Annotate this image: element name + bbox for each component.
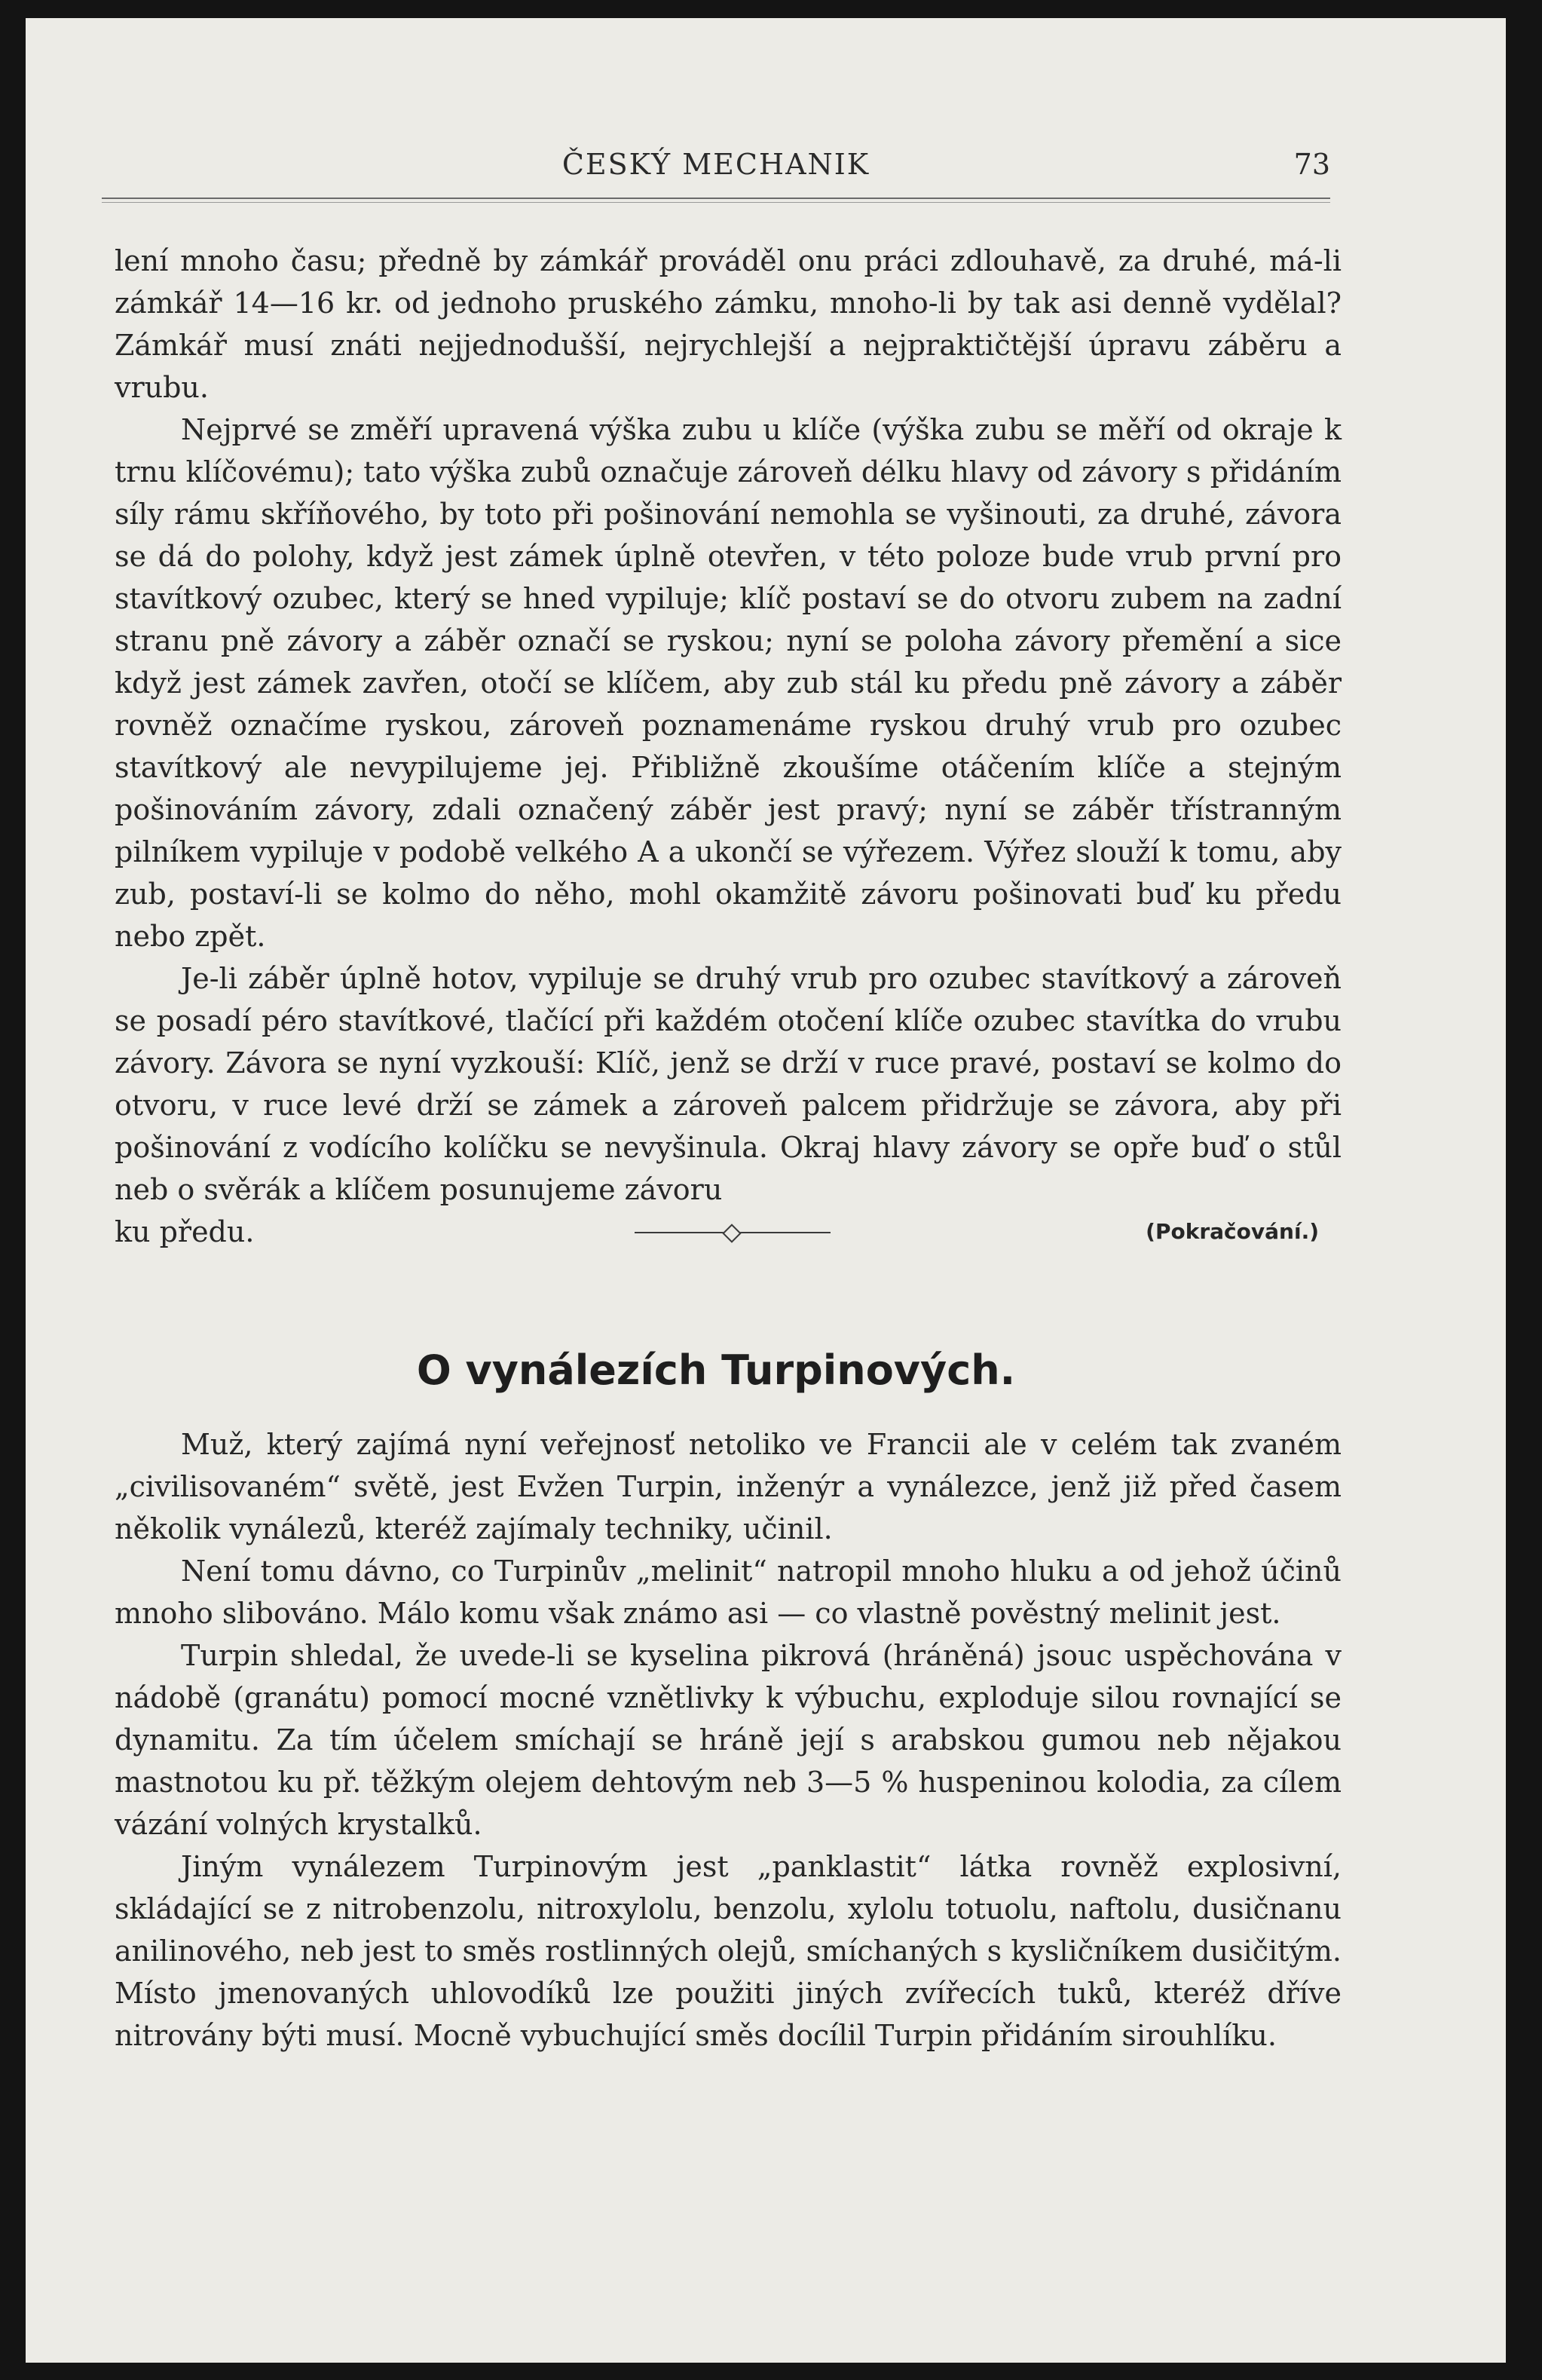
paragraph: Turpin shledal, že uvede-li se kyselina pikrová (hráněná) jsouc uspěchována v nádobě (granátu) pomocí mocné vznětlivky k výbuchu, exploduje silou rovnající se dynamitu. Za tím účelem smíchají se hráně její s arabskou gumou neb nějakou mastnotou ku př. těžkým olejem dehtovým neb 3—5 % huspeninou kolodia, za cílem vázání volných krystalků. [115,1639,1342,1841]
running-title: ČESKÝ MECHANIK [561,148,870,181]
paragraph-end: ku předu. [115,1215,255,1248]
article-body [115,1423,1342,2057]
ornament-icon [722,1224,741,1242]
page-number: 73 [1293,148,1330,181]
header-rule-thin [102,202,1330,203]
paragraph: Muž, který zajímá nyní veřejnosť netoliko ve Francii ale v celém tak zvaném „civilisovaném“ světě, jest Evžen Turpin, inženýr a vynálezce, jenž již před časem několik vynálezů, kteréž zajímaly techniky, učinil. [115,1428,1342,1545]
paragraph: Nejprvé se změří upravená výška zubu u klíče (výška zubu se měří od okraje k trnu klíčovému); tato výška zubů označuje zároveň délku hlavy od závory s přidáním síly rámu skříňového, by toto při pošinování nemohla se vyšinouti, za druhé, závora se dá do polohy, když jest zámek úplně otevřen, v této poloze bude vrub první pro stavítkový ozubec, který se hned vypiluje; klíč postaví se do otvoru zubem na zadní stranu pně závory a záběr označí se ryskou; nyní se poloha závory přemění a sice když jest zámek zavřen, otočí se klíčem, aby zub stál ku předu pně závory a záběr rovněž označíme ryskou, zároveň poznamenáme ryskou druhý vrub pro ozubec stavítkový ale nevypilujeme jej. Přibližně zkoušíme otáčením klíče a stejným pošinováním závory, zdali označený záběr jest pravý; nyní se záběr třístranným pilníkem vypiluje v podobě velkého A a ukončí se výřezem. Výřez slouží k tomu, aby zub, postaví-li se kolmo do něho, mohl okamžitě závoru pošinovati buď ku předu nebo zpět. [115,413,1342,953]
header-rule [102,198,1330,199]
paragraph: Není tomu dávno, co Turpinův „melinit“ natropil mnoho hluku a od jehož účinů mnoho slibováno. Málo komu však známo asi — co vlastně pověstný melinit jest. [115,1555,1342,1630]
paragraph: lení mnoho času; předně by zámkář prováděl onu práci zdlouhavě, za druhé, má-li zámkář 14—16 kr. od jednoho pruského zámku, mnoho-li by tak asi denně vydělal? Zámkář musí znáti nejjednodušší, nejrychlejší a nejpraktičtější úpravu záběru a vrubu. [115,244,1342,404]
section-separator [635,1232,831,1233]
paragraph: Je-li záběr úplně hotov, vypiluje se druhý vrub pro ozubec stavítkový a zároveň se posadí péro stavítkové, tlačící při každém otočení klíče ozubec stavítka do vrubu závory. Závora se nyní vyzkouší: Klíč, jenž se drží v ruce pravé, postaví se kolmo do otvoru, v ruce levé drží se zámek a zároveň palcem přidržuje se závora, aby při pošinování z vodícího kolíčku se nevyšinula. Okraj hlavy závory se opře buď o stůl neb o svěrák a klíčem posunujeme závoru [115,962,1342,1206]
paragraph: Jiným vynálezem Turpinovým jest „panklastit“ látka rovněž explosivní, skládající se z nitrobenzolu, nitroxylolu, benzolu, xylolu totuolu, naftolu, dusičnanu anilinového, neb jest to směs rostlinných olejů, smíchaných s kysličníkem dusičitým. Místo jmenovaných uhlovodíků lze použiti jiných zvířecích tuků, kteréž dříve nitrovány býti musí. Mocně vybuchující směs docílil Turpin přidáním sirouhlíku. [115,1850,1342,2052]
closing-line [115,1211,1342,1253]
to-be-continued: (Pokračování.) [1146,1219,1319,1244]
article-title: O vynálezích Turpinových. [416,1346,1016,1394]
page-header [102,143,1330,188]
continued-article-text [115,240,1342,1253]
